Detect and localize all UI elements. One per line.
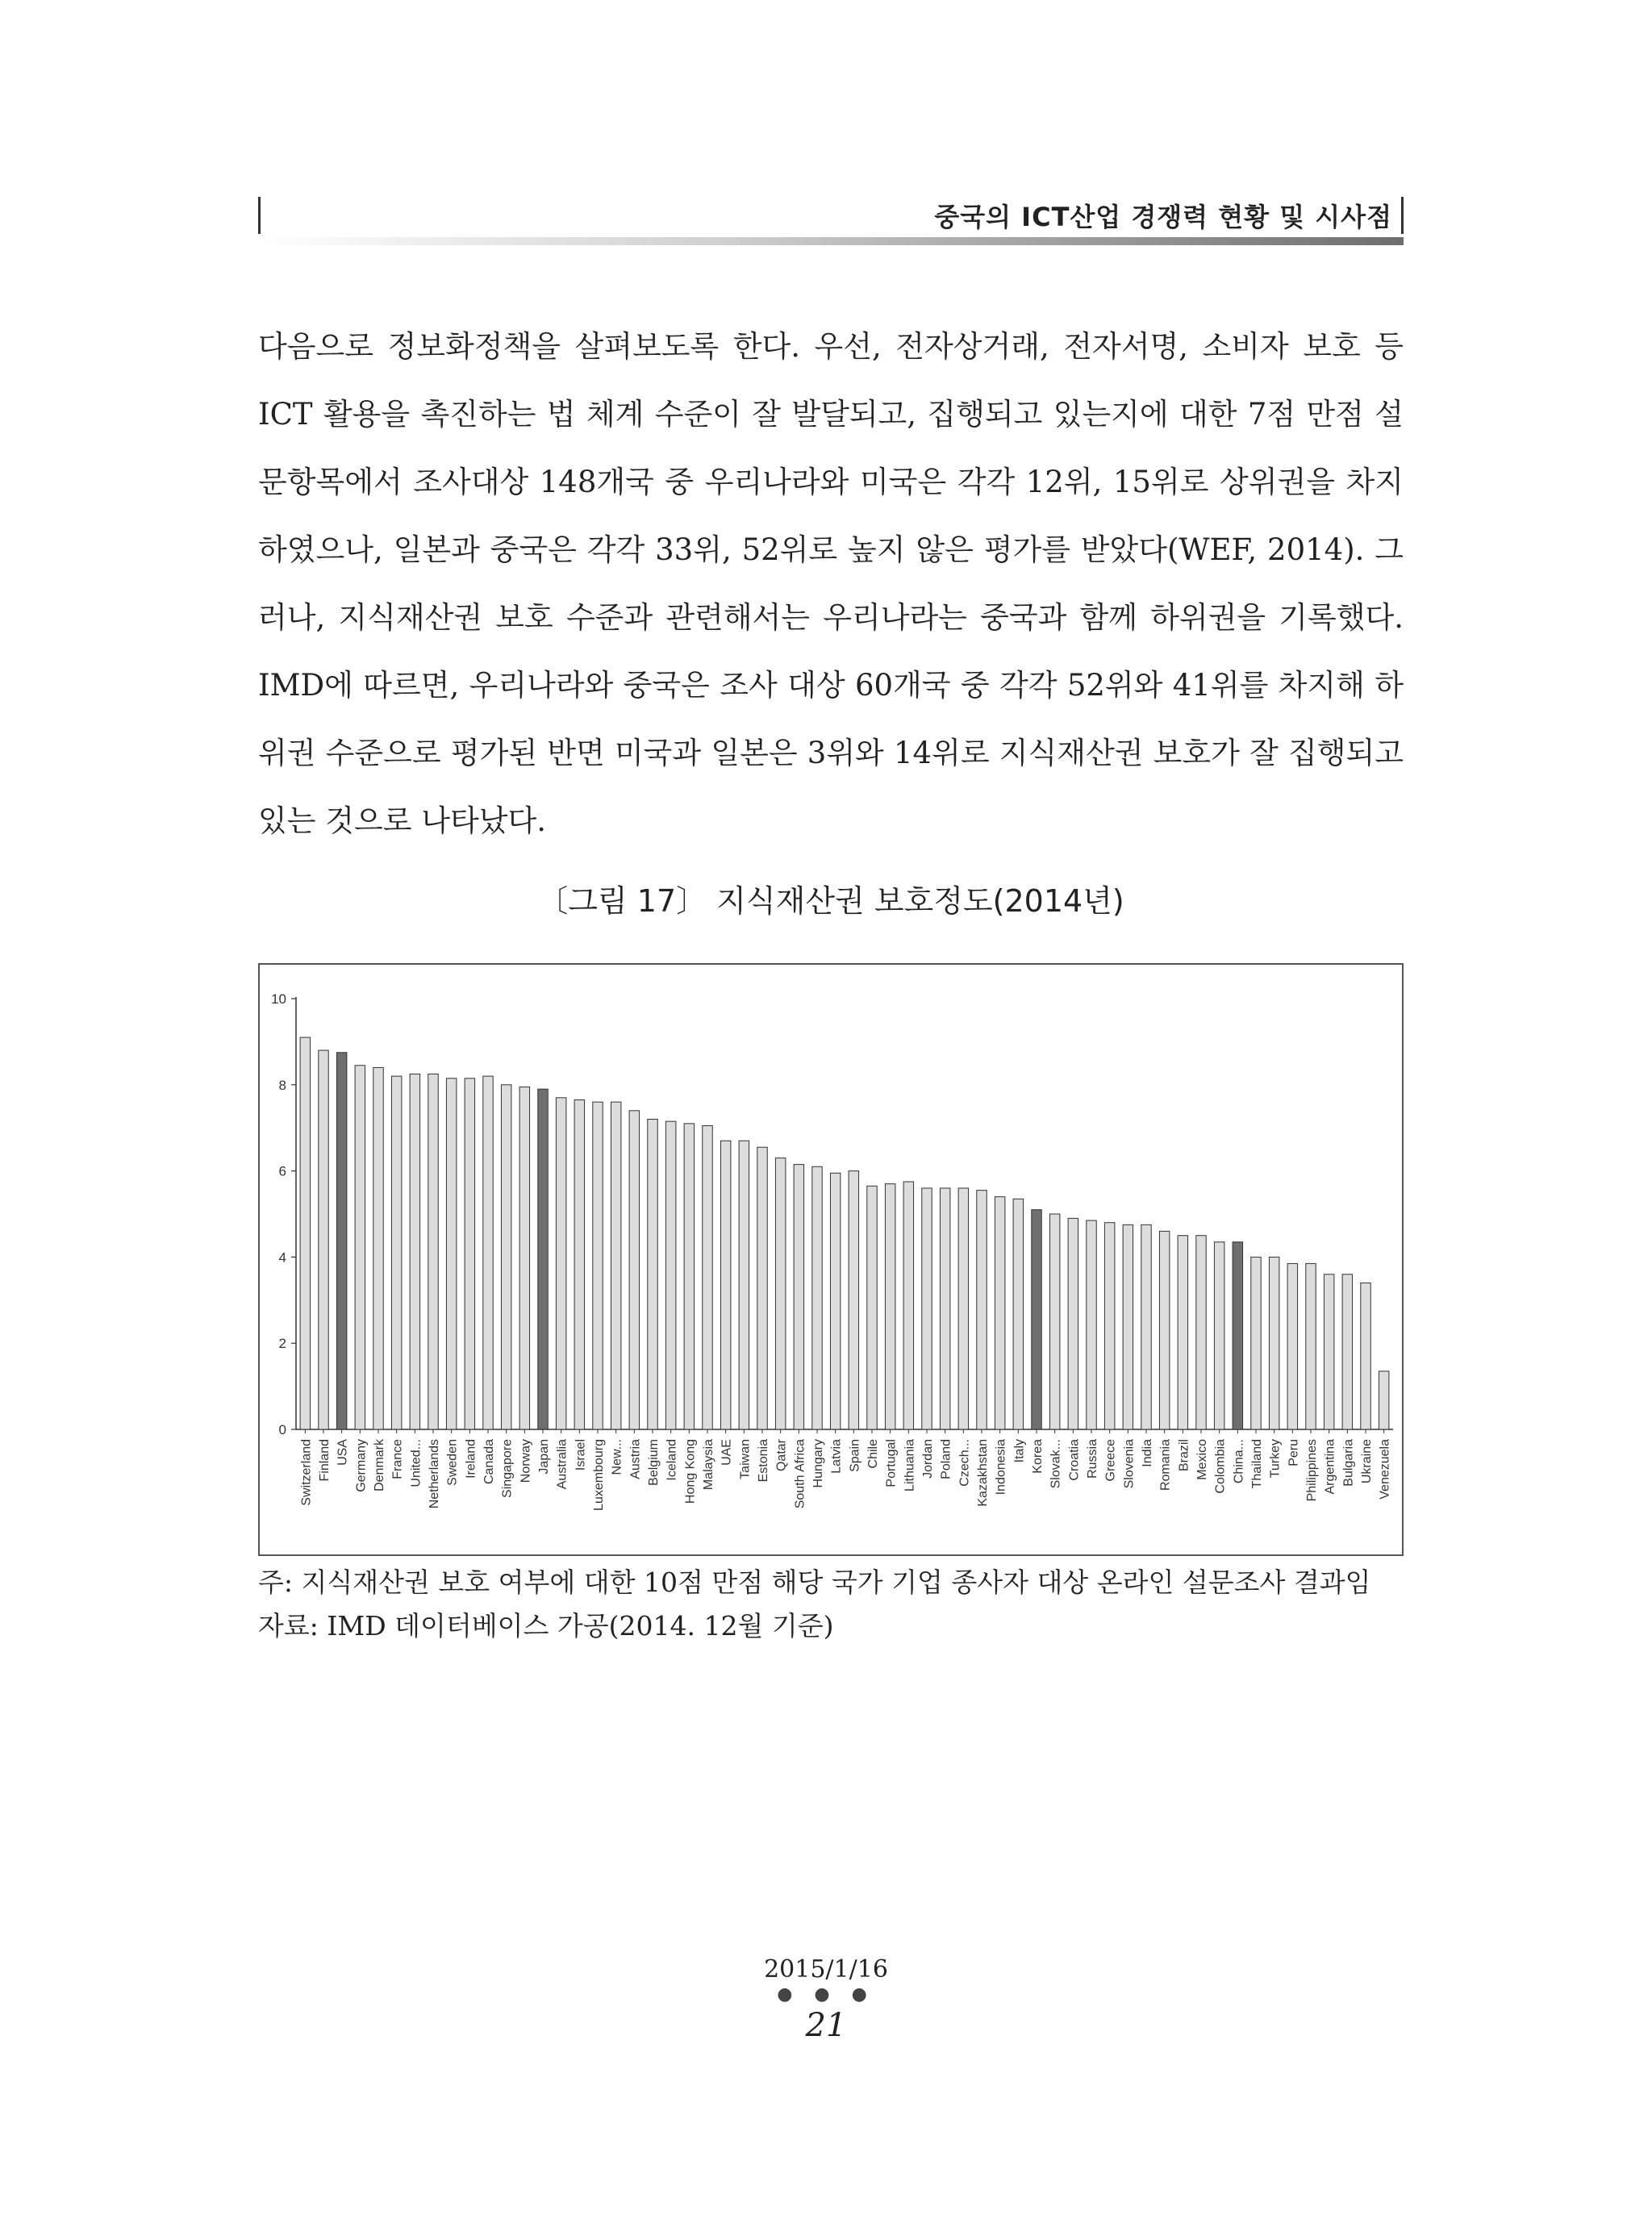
bar: [885, 1184, 895, 1429]
x-tick-label: Malaysia: [702, 1439, 715, 1491]
bar: [556, 1098, 565, 1429]
y-tick-label: 6: [278, 1163, 286, 1179]
y-tick-label: 10: [271, 991, 286, 1007]
bar: [593, 1102, 603, 1429]
bar: [1178, 1236, 1187, 1429]
bar: [446, 1078, 456, 1429]
x-tick-label: Sweden: [445, 1439, 460, 1486]
bar: [757, 1147, 767, 1429]
bar: [574, 1099, 584, 1429]
bar: [1159, 1231, 1169, 1429]
bar: [703, 1126, 712, 1429]
x-tick-label: France: [390, 1439, 405, 1479]
bar: [720, 1141, 730, 1429]
bar: [977, 1191, 987, 1429]
bar: [665, 1121, 675, 1429]
y-tick-label: 4: [278, 1250, 286, 1266]
bar: [1123, 1224, 1133, 1429]
bar: [1306, 1263, 1316, 1429]
bar: [538, 1089, 548, 1429]
bar: [867, 1186, 877, 1429]
bar: [319, 1050, 328, 1429]
x-tick-label: Kazakhstan: [976, 1439, 990, 1507]
x-tick-label: China...: [1232, 1439, 1246, 1484]
bar: [812, 1166, 822, 1429]
x-tick-label: Estonia: [757, 1439, 770, 1483]
x-tick-label: Argentina: [1323, 1439, 1337, 1495]
x-tick-label: Poland: [939, 1439, 953, 1479]
bar: [1251, 1257, 1261, 1429]
bar: [483, 1076, 493, 1429]
x-tick-label: South Africa: [793, 1439, 807, 1509]
x-tick-label: Qatar: [774, 1439, 789, 1472]
x-tick-label: Colombia: [1213, 1439, 1228, 1494]
bar: [355, 1066, 365, 1429]
x-tick-label: Mexico: [1195, 1439, 1209, 1480]
x-tick-label: Hungary: [811, 1439, 825, 1488]
bar: [1104, 1223, 1114, 1429]
x-tick-label: Czech...: [957, 1439, 972, 1487]
bar: [629, 1111, 639, 1429]
x-tick-label: Israel: [574, 1439, 588, 1471]
x-tick-label: Luxembourg: [592, 1439, 606, 1511]
x-tick-label: Turkey: [1268, 1439, 1283, 1479]
x-tick-label: New...: [610, 1439, 624, 1475]
bar: [336, 1053, 346, 1429]
x-tick-label: Australia: [555, 1439, 569, 1490]
x-tick-label: Chile: [866, 1439, 880, 1469]
x-tick-label: Jordan: [921, 1439, 935, 1479]
bar: [1032, 1210, 1041, 1429]
x-tick-label: Netherlands: [428, 1439, 441, 1509]
bar: [922, 1188, 932, 1429]
bar: [903, 1182, 913, 1429]
header-title: 중국의 ICT산업 경쟁력 현황 및 시사점: [934, 202, 1392, 232]
header-rule-left: [258, 197, 261, 234]
bar: [648, 1120, 657, 1429]
x-tick-label: Germany: [354, 1439, 369, 1492]
x-tick-label: Singapore: [500, 1439, 515, 1498]
chart-container: [258, 963, 1404, 1556]
bar-chart: [260, 965, 1405, 1558]
x-tick-label: Austria: [628, 1439, 643, 1479]
x-tick-label: United...: [409, 1439, 423, 1487]
bar: [739, 1141, 749, 1429]
header-gradient-bar: [258, 237, 1404, 245]
y-tick-label: 0: [278, 1422, 286, 1437]
bar: [300, 1037, 310, 1429]
bar: [830, 1173, 840, 1429]
y-tick-label: 2: [278, 1336, 286, 1352]
bar: [1342, 1275, 1352, 1429]
bar: [849, 1171, 858, 1429]
bar: [465, 1078, 474, 1429]
page-number: 21: [805, 2007, 847, 2044]
footer-dots: ● ● ●: [777, 1984, 875, 2005]
x-tick-label: Finland: [318, 1439, 332, 1482]
x-tick-label: Iceland: [665, 1439, 679, 1481]
bar: [794, 1165, 803, 1429]
x-tick-label: Denmark: [373, 1439, 386, 1491]
x-tick-label: Venezuela: [1378, 1439, 1392, 1500]
x-tick-label: Norway: [519, 1439, 533, 1483]
bar: [1379, 1371, 1388, 1429]
x-tick-label: Italy: [1012, 1439, 1027, 1463]
bar: [1287, 1263, 1297, 1429]
x-tick-label: Greece: [1103, 1439, 1118, 1482]
bar: [1013, 1199, 1023, 1429]
x-tick-label: Croatia: [1067, 1439, 1082, 1481]
x-tick-label: Ukraine: [1360, 1439, 1374, 1484]
x-tick-label: Brazil: [1177, 1439, 1191, 1472]
x-tick-label: Lithuania: [903, 1439, 917, 1491]
x-tick-label: India: [1141, 1439, 1154, 1467]
x-tick-label: Canada: [482, 1439, 496, 1485]
x-tick-label: Latvia: [829, 1439, 844, 1474]
x-tick-label: Japan: [537, 1439, 551, 1475]
x-tick-label: Slovenia: [1122, 1439, 1137, 1489]
x-tick-label: Portugal: [884, 1439, 899, 1487]
x-tick-label: Bulgaria: [1341, 1439, 1356, 1487]
x-tick-label: Belgium: [647, 1439, 661, 1486]
x-tick-label: Indonesia: [994, 1439, 1008, 1496]
x-tick-label: Ireland: [464, 1439, 478, 1479]
header-rule-right: [1401, 197, 1404, 234]
x-tick-label: Slovak...: [1049, 1439, 1063, 1489]
bar: [391, 1076, 401, 1429]
x-tick-label: Spain: [848, 1439, 862, 1472]
bar: [958, 1188, 968, 1429]
x-tick-label: Korea: [1031, 1439, 1045, 1474]
bar: [1269, 1257, 1279, 1429]
bar: [1361, 1283, 1370, 1429]
bar: [684, 1124, 694, 1429]
bar: [501, 1085, 511, 1429]
bar: [519, 1087, 529, 1429]
x-tick-label: UAE: [720, 1439, 734, 1466]
x-tick-label: Peru: [1287, 1439, 1301, 1466]
figure-source: 자료: IMD 데이터베이스 가공(2014. 12월 기준): [258, 1610, 834, 1642]
bar: [1141, 1224, 1151, 1429]
x-tick-label: Philippines: [1305, 1439, 1319, 1502]
bar: [1049, 1214, 1059, 1429]
figure-caption: 〔그림 17〕 지식재산권 보호정도(2014년): [537, 883, 1124, 919]
x-tick-label: Thailand: [1250, 1439, 1264, 1489]
bar: [1068, 1218, 1078, 1429]
bar: [611, 1102, 620, 1429]
bar: [1214, 1242, 1224, 1429]
footer-date: 2015/1/16: [764, 1955, 888, 1984]
bar: [995, 1197, 1004, 1429]
bar: [428, 1074, 438, 1429]
y-tick-label: 8: [278, 1077, 286, 1093]
bar: [410, 1074, 419, 1429]
bar: [1087, 1220, 1096, 1429]
body-paragraph: 다음으로 정보화정책을 살펴보도록 한다. 우선, 전자상거래, 전자서명, 소비자 보호 등 ICT 활용을 촉진하는 법 체계 수준이 잘 발달되고, 집행되고 있는지에 대한 7점 만점 설문항목에서 조사대상 148개국 중 우리나라와 미국은 각각 12위, 15위로 상위권을 차지하였으나, 일본과 중국은 각각 33위, 52위로 높지 않은 평가를 받았다(WEF, 2014). 그러나, 지식재산권 보호 수준과 관련해서는 우리나라는 중국과 함께 하위권을 기록했다. IMD에 따르면, 우리나라와 중국은 조사 대상 60개국 중 각각 52위와 41위를 차지해 하위권 수준으로 평가된 반면 미국과 일본은 3위와 14위로 지식재산권 보호가 잘 집행되고 있는 것으로 나타났다.: [258, 329, 1404, 838]
x-tick-label: Taiwan: [738, 1439, 753, 1479]
bar: [1233, 1242, 1242, 1429]
bar: [373, 1067, 383, 1429]
running-header: [258, 190, 1404, 240]
bar: [940, 1188, 949, 1429]
bar: [1324, 1275, 1333, 1429]
x-tick-label: Hong Kong: [683, 1439, 698, 1504]
x-tick-label: USA: [336, 1439, 350, 1466]
x-tick-label: Russia: [1086, 1439, 1099, 1479]
bar: [775, 1158, 785, 1429]
x-tick-label: Romania: [1158, 1439, 1173, 1491]
bar: [1196, 1236, 1206, 1429]
x-tick-label: Switzerland: [299, 1439, 314, 1506]
figure-note: 주: 지식재산권 보호 여부에 대한 10점 만점 해당 국가 기업 종사자 대상 온라인 설문조사 결과임: [258, 1567, 1371, 1598]
